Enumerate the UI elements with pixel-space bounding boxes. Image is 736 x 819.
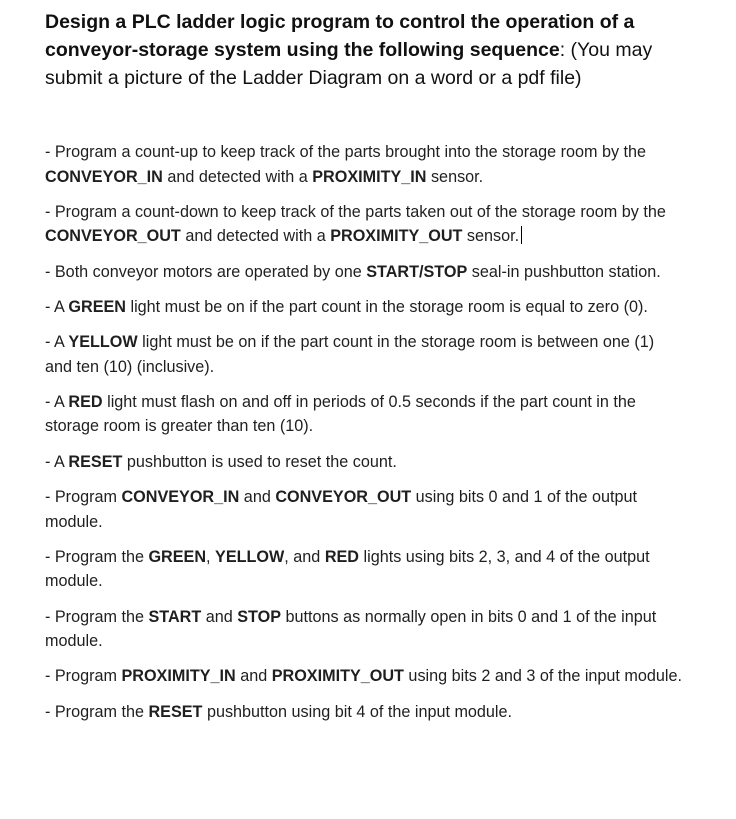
- requirement-text: - Program the: [45, 702, 149, 721]
- requirement-item: [45, 140, 685, 189]
- requirement-text: using bits 0 and 1 of the output module.: [45, 488, 638, 531]
- requirement-text: - Both conveyor motors are operated by one: [45, 262, 367, 281]
- requirement-text: - Program: [45, 667, 122, 686]
- requirement-text: and: [201, 607, 238, 626]
- requirement-keyword: GREEN: [68, 297, 126, 316]
- requirement-keyword: YELLOW: [68, 333, 138, 352]
- requirement-text: - A: [45, 452, 69, 471]
- requirement-keyword: YELLOW: [215, 547, 285, 566]
- requirement-item: [45, 330, 685, 379]
- heading-colon: :: [559, 39, 566, 61]
- requirement-keyword: RED: [324, 547, 359, 566]
- requirement-text: buttons as normally open in bits 0 and 1 of the input module.: [45, 607, 657, 651]
- requirement-text: lights using bits 2, 3, and 4 of the output module.: [45, 547, 650, 591]
- requirement-item: [45, 295, 685, 320]
- requirement-keyword: GREEN: [148, 547, 207, 566]
- requirement-keyword: START/STOP: [366, 262, 468, 281]
- requirement-keyword: PROXIMITY_IN: [312, 167, 427, 186]
- requirement-keyword: CONVEYOR_IN: [45, 167, 163, 186]
- requirement-item: [45, 260, 685, 285]
- requirement-text: light must be on if the part count in the storage room is equal to zero (0).: [125, 297, 648, 316]
- requirement-text: - A: [45, 297, 69, 316]
- requirement-text: - A: [45, 392, 69, 411]
- requirement-keyword: CONVEYOR_IN: [121, 488, 240, 507]
- requirement-text: light must flash on and off in periods of 0.5 seconds if the part count in the storage room is greater than ten (10).: [45, 392, 636, 436]
- requirement-keyword: PROXIMITY_OUT: [330, 227, 463, 246]
- requirement-text: pushbutton using bit 4 of the input module.: [202, 702, 513, 721]
- requirement-keyword: RESET: [68, 452, 123, 471]
- requirement-text: - Program: [45, 488, 122, 507]
- requirement-keyword: PROXIMITY_OUT: [271, 667, 404, 686]
- requirement-text: - Program a count-up to keep track of the parts brought into the storage room by the: [45, 143, 647, 161]
- requirement-text: - Program the: [45, 547, 149, 566]
- requirements-list: [45, 140, 685, 724]
- requirement-text: and: [239, 488, 276, 507]
- requirement-text: ,: [206, 547, 216, 566]
- requirement-text: seal-in pushbutton station.: [467, 262, 661, 281]
- requirement-keyword: RESET: [148, 702, 203, 721]
- assignment-heading: [45, 8, 685, 92]
- requirement-text: sensor.: [462, 227, 520, 246]
- requirement-text: using bits 2 and 3 of the input module.: [403, 667, 683, 686]
- document-body: [45, 8, 685, 735]
- requirement-item: [45, 450, 685, 475]
- requirement-item: [45, 200, 685, 249]
- requirement-keyword: CONVEYOR_OUT: [45, 227, 181, 246]
- heading-bold-text: Design a PLC ladder logic program to control the operation of a conveyor-storage system using the following sequence: [45, 11, 635, 61]
- requirement-text: and detected with a: [180, 227, 331, 246]
- requirement-text: and detected with a: [162, 167, 313, 186]
- requirement-item: [45, 664, 685, 689]
- requirement-text: - A: [45, 333, 69, 352]
- requirement-keyword: PROXIMITY_IN: [121, 667, 236, 686]
- requirement-item: [45, 485, 685, 534]
- requirement-keyword: STOP: [237, 607, 282, 626]
- requirement-text: , and: [284, 547, 325, 566]
- text-cursor: [521, 226, 522, 244]
- requirement-item: [45, 545, 685, 594]
- requirement-item: [45, 390, 685, 439]
- requirement-keyword: RED: [68, 392, 103, 411]
- requirement-text: sensor.: [426, 167, 484, 186]
- requirement-text: light must be on if the part count in the storage room is between one (1) and ten (10) (inclusive).: [45, 333, 655, 376]
- requirement-keyword: START: [148, 607, 202, 626]
- requirement-text: and: [235, 667, 272, 686]
- requirement-item: [45, 605, 685, 654]
- requirement-item: [45, 700, 685, 725]
- requirement-keyword: CONVEYOR_OUT: [275, 488, 412, 507]
- requirement-text: - Program a count-down to keep track of the parts taken out of the storage room by the: [45, 202, 666, 221]
- heading-note: (You may submit a picture of the Ladder Diagram on a word or a pdf file): [45, 39, 653, 89]
- requirement-text: - Program the: [45, 607, 149, 626]
- requirement-text: pushbutton is used to reset the count.: [122, 452, 397, 471]
